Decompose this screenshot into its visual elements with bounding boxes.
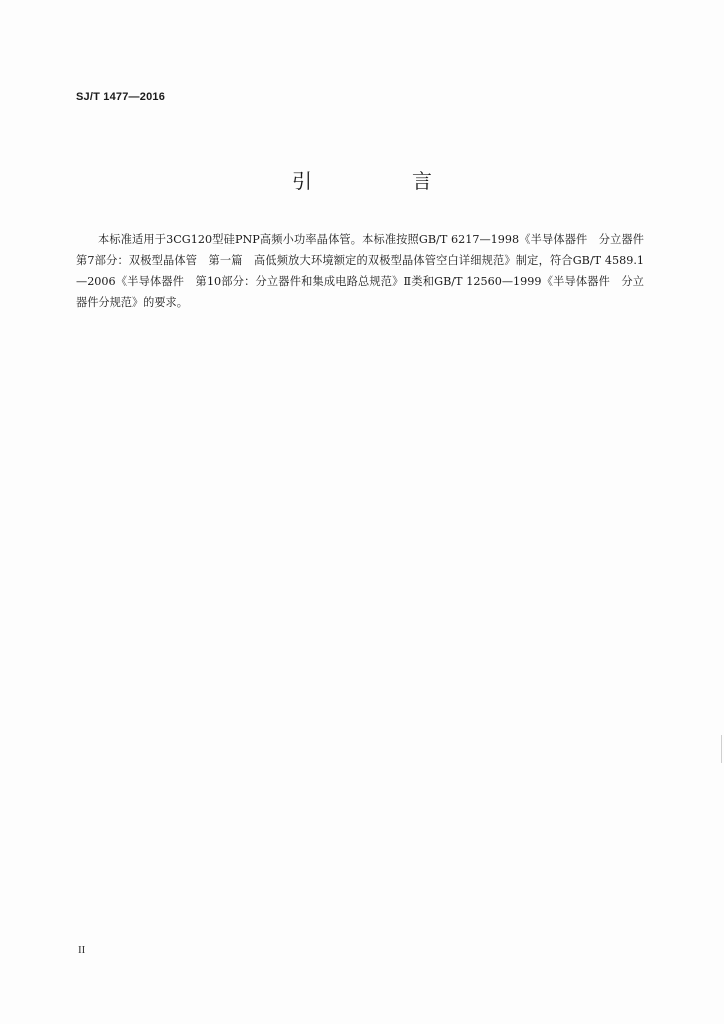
scan-edge-mark bbox=[721, 735, 722, 763]
standard-code-header: SJ/T 1477—2016 bbox=[76, 91, 166, 103]
page-number: II bbox=[78, 944, 86, 956]
foreword-paragraph: 本标准适用于3CG120型硅PNP高频小功率晶体管。本标准按照GB/T 6217—1998《半导体器件 分立器件 第7部分：双极型晶体管 第一篇 高低频放大环境额定的双极型晶体管空白详细规范》制定，符合GB/T 4589.1—2006《半导体器件 第10部分：分立器件和集成电路总规范》Ⅱ类和GB/T 12560—1999《半导体器件 分立器件分规范》的要求。 bbox=[76, 233, 656, 309]
section-title: 引 言 bbox=[292, 169, 472, 193]
